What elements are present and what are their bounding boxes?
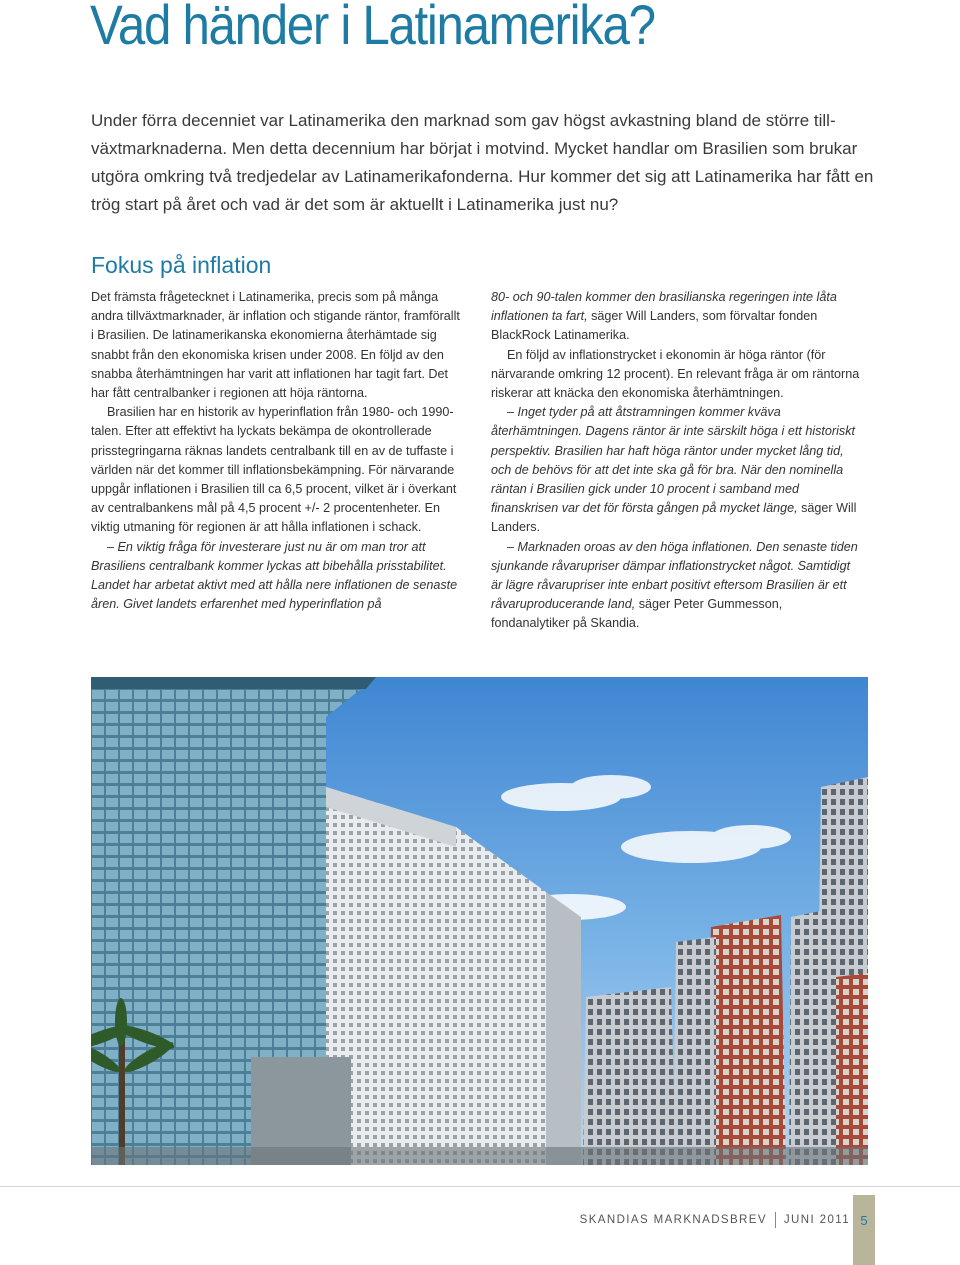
- right-paragraph-1: [491, 288, 861, 346]
- right-paragraph-4: [491, 538, 861, 634]
- footer: [580, 1212, 850, 1228]
- right-attribution-3: säger Peter Gummesson, fondanalytiker på Skandia.: [491, 597, 783, 631]
- right-attribution-1: säger Will Landers, som förvaltar fonden BlackRock Latinamerika.: [491, 309, 818, 343]
- footer-divider: [0, 1186, 960, 1187]
- right-column: [491, 288, 861, 634]
- footer-separator: [775, 1212, 776, 1228]
- publication-name: SKANDIAS MARKNADSBREV: [579, 1214, 767, 1227]
- page-title: Vad händer i Latinamerika?: [90, 0, 655, 56]
- right-quote-1: 80- och 90-talen kommer den brasilianska regeringen inte låta inflationen ta fart,: [491, 290, 837, 324]
- issue-date: JUNI 2011: [783, 1214, 850, 1227]
- right-attribution-2: säger Will Landers.: [491, 501, 857, 535]
- section-heading: Fokus på inflation: [91, 252, 272, 278]
- left-column: [91, 288, 461, 614]
- right-paragraph-2: En följd av inflationstrycket i ekonomin är höga räntor (för närvarande omkring 12 procent). En relevant fråga är om räntorna riskerar att knäcka den ekonomiska återhämtningen.: [491, 347, 860, 401]
- page-number-tab: [853, 1195, 875, 1265]
- skyscrapers-photo: [91, 677, 868, 1165]
- page-number: 5: [860, 1213, 868, 1228]
- right-quote-3: – Marknaden oroas av den höga inflationen. Den senaste tiden sjunkande råvarupriser dämpar inflationstrycket något. Samtidigt är lägre råvarupriser inte enbart positivt eftersom Brasilien är ett råvaruproducerande land,: [491, 539, 858, 612]
- left-paragraph-1: Det främsta frågetecknet i Latinamerika, precis som på många andra tillväxtmarknader, är inflation och stigande räntor, framförallt i Brasilien. De latinamerikanska ekonomierna återhämtade sig snabbt från den ekonomiska krisen under 2008. En följd av den snabba återhämtningen har varit att inflationen har tagit fart. Det har fått centralbanker i regionen att höja räntorna.: [91, 290, 460, 401]
- left-quote: – En viktig fråga för investerare just nu är om man tror att Brasiliens centralbank kommer lyckas att bibehålla prisstabilitet. Landet har arbetat aktivt med att hålla nere inflationen de senaste åren. Givet landets erfarenhet med hyperinflation på: [91, 539, 458, 612]
- right-quote-2: – Inget tyder på att åtstramningen kommer kväva återhämtningen. Dagens räntor är inte särskilt höga i ett historiskt perspektiv. Brasilien har haft höga räntor under mycket lång tid, och de behövs för att det inte ska gå för bra. När den nominella räntan i Brasilien gick under 10 procent i samband med finanskrisen var det för första gången på mycket länge,: [491, 405, 856, 516]
- intro-paragraph: Under förra decenniet var Latinamerika den marknad som gav högst avkastning bland de större tillväxtmarknaderna. Men detta decennium har börjat i motvind. Mycket handlar om Brasilien som brukar utgöra omkring två tredjedelar av Latinamerikafonderna. Hur kommer det sig att Latinamerika har fått en trög start på året och vad är det som är aktuellt i Latinamerika just nu?: [91, 111, 874, 214]
- right-paragraph-3: [491, 403, 861, 537]
- left-paragraph-3: [91, 538, 461, 615]
- left-paragraph-2: Brasilien har en historik av hyperinflation från 1980- och 1990-talen. Efter att effektivt ha lyckats bekämpa de okontrollerade prisstegringarna räknas landets centralbank till en av de tuffaste i världen när det kommer till inflationsbekämpning. För närvarande uppgår inflationen i Brasilien till ca 6,5 procent, vilket är i överkant av centralbankens mål på 4,5 procent +/- 2 procentenheter. En viktig utmaning för regionen är att hålla inflationen i schack.: [91, 405, 457, 535]
